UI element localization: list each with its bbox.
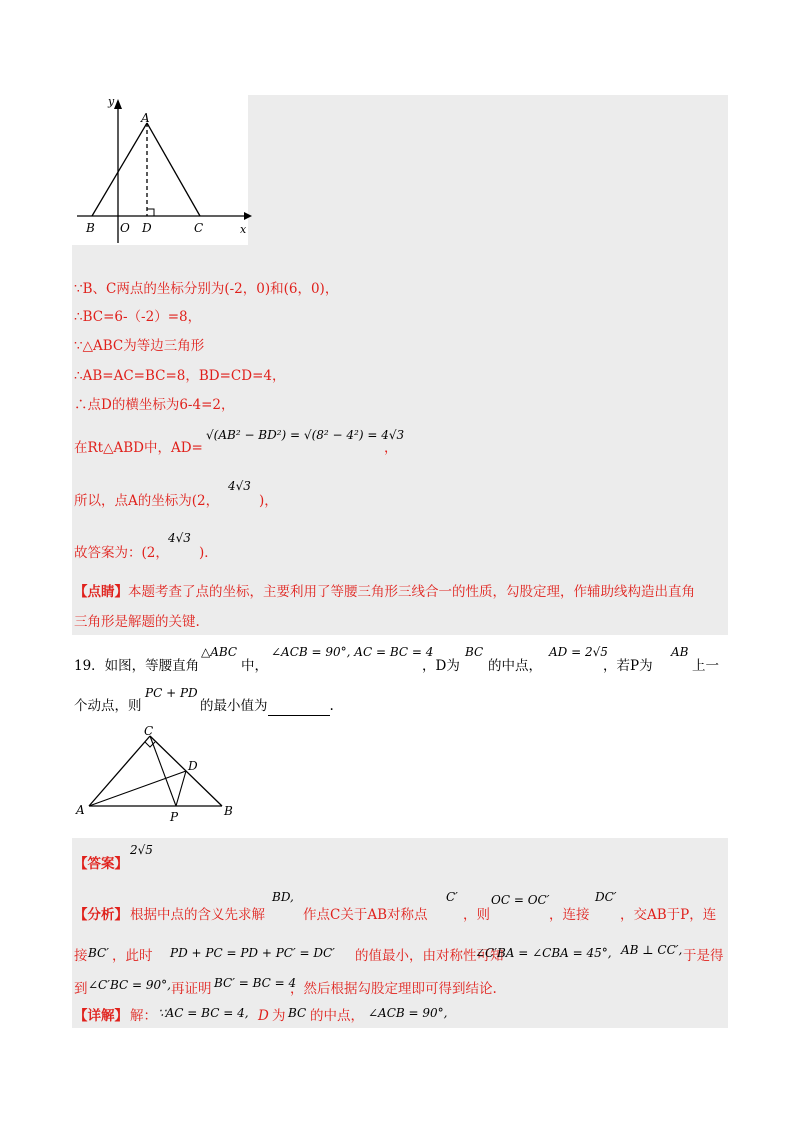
solution-line-3: ∵△ABC为等边三角形 <box>74 338 205 354</box>
comment-line-2: 三角形是解题的关键. <box>74 614 200 630</box>
fig2-label-c: C <box>144 724 154 738</box>
question19-line2 <box>74 696 142 716</box>
question19-p4: 的中点， <box>488 658 542 674</box>
question19-p7: 个动点，则 <box>74 698 142 714</box>
analysis-angle-90: ∠C′BC = 90°, <box>88 978 171 992</box>
point-d-label: D <box>142 221 152 235</box>
analysis-a5: ，交AB于P，连 <box>620 907 717 923</box>
analysis-a2: 作点C关于AB对称点 <box>303 907 428 923</box>
solution-line-8: 故答案为：(2， <box>74 545 169 561</box>
question19-p5: ，若P为 <box>603 658 653 674</box>
detail-d2: D <box>258 1008 269 1024</box>
point-a-label: A <box>141 111 150 125</box>
answer-blank <box>268 701 330 716</box>
question19-line2-end <box>200 696 334 716</box>
question19-expr: PC + PD <box>145 686 198 700</box>
comment-tag: 【点睛】 <box>74 584 128 600</box>
detail-d3: 为 <box>272 1008 286 1024</box>
question19-p2: 中， <box>241 658 268 674</box>
comment-text-1: 本题考查了点的坐标，主要利用了等腰三角形三线合一的性质，勾股定理，作辅助线构造出直角 <box>128 584 695 600</box>
analysis-tag: 【分析】 <box>74 907 128 923</box>
question19-p3: ，D为 <box>422 658 460 674</box>
point-c-label: C <box>194 221 204 235</box>
fig2-label-b: B <box>224 804 233 818</box>
answer-tag: 【答案】 <box>74 856 128 872</box>
line7-value: 4√3 <box>228 479 251 493</box>
solution-line-1: ∵B、C两点的坐标分别为(-2，0)和(6，0)， <box>74 281 339 297</box>
fig2-label-d: D <box>188 759 198 773</box>
solution-line-4: ∴AB=AC=BC=8，BD=CD=4， <box>74 368 286 384</box>
analysis-a1: 根据中点的含义先求解 <box>130 907 265 923</box>
analysis-b2: ，此时 <box>112 948 153 964</box>
analysis-c-prime: C′ <box>446 890 458 904</box>
analysis-dc-prime: DC′ <box>595 890 617 904</box>
analysis-bc-eq: BC′ = BC = 4 <box>214 976 297 990</box>
question19-p8: 的最小值为 <box>200 698 268 714</box>
ad-formula: √(AB² − BD²) = √(8² − 4²) = 4√3 <box>206 428 405 442</box>
detail-bc: BC <box>288 1006 307 1020</box>
fig2-label-a: A <box>76 803 85 817</box>
analysis-b5: 于是得 <box>683 948 724 964</box>
question19-ad: AD = 2√5 <box>549 645 608 659</box>
solution-line-2: ∴BC=6-（-2）=8， <box>74 309 202 325</box>
analysis-bc-prime: BC′ <box>88 946 109 960</box>
answer-shade <box>72 838 728 1028</box>
axis-x-label: x <box>240 223 247 236</box>
analysis-b3: 的值最小，由对称性可知 <box>355 948 504 964</box>
comment-line-1 <box>74 582 695 602</box>
point-b-label: B <box>86 221 95 235</box>
coordinate-triangle-figure <box>72 95 252 245</box>
line6-prefix: 在Rt△ABD中，AD= <box>74 440 203 456</box>
analysis-oc-eq: OC = OC′ <box>491 893 550 907</box>
line8-suffix: )． <box>199 545 218 561</box>
analysis-b1: 接 <box>74 948 88 964</box>
analysis-c3: ，然后根据勾股定理即可得到结论. <box>290 981 497 997</box>
origin-o-label: O <box>120 221 130 235</box>
analysis-c1: 到 <box>74 981 88 997</box>
question19-ab: AB <box>671 645 689 659</box>
isosceles-triangle-figure <box>72 722 247 827</box>
line6-suffix: ， <box>384 440 398 456</box>
axis-y-label: y <box>108 95 115 108</box>
detail-tag: 【详解】 <box>74 1008 128 1024</box>
solution-shade-top <box>248 95 728 245</box>
question19-p9: . <box>329 698 334 714</box>
question19-bc: BC <box>465 645 484 659</box>
analysis-min-eq: PD + PC = PD + PC′ = DC′ <box>170 946 335 960</box>
question19-p6: 上一 <box>692 658 719 674</box>
answer-value: 2√5 <box>130 843 153 857</box>
analysis-a3: ，则 <box>463 907 490 923</box>
analysis-c2: 再证明 <box>171 981 212 997</box>
analysis-angle-eq: ∠C′BA = ∠CBA = 45°, <box>475 946 612 960</box>
analysis-perp: AB ⊥ CC′, <box>621 943 683 957</box>
question19-p1: 19．如图，等腰直角 <box>74 658 200 674</box>
detail-eq1: ∵AC = BC = 4, <box>158 1006 249 1020</box>
solution-line-6 <box>74 438 203 458</box>
detail-d1: 解： <box>130 1008 157 1024</box>
analysis-bd: BD, <box>272 890 294 904</box>
solution-line-5: ∴点D的横坐标为6-4=2， <box>74 397 235 413</box>
fig2-label-p: P <box>170 810 179 824</box>
solution-line-7: 所以，点A的坐标为(2， <box>74 493 220 509</box>
line7-suffix: )， <box>259 493 278 509</box>
analysis-a4: ，连接 <box>549 907 590 923</box>
question19-tri: △ABC <box>201 645 238 659</box>
detail-eq2: ∠ACB = 90°, <box>368 1006 448 1020</box>
line8-value: 4√3 <box>168 531 191 545</box>
detail-d4: 的中点， <box>310 1008 364 1024</box>
question19-cond: ∠ACB = 90°, AC = BC = 4 <box>271 645 434 659</box>
